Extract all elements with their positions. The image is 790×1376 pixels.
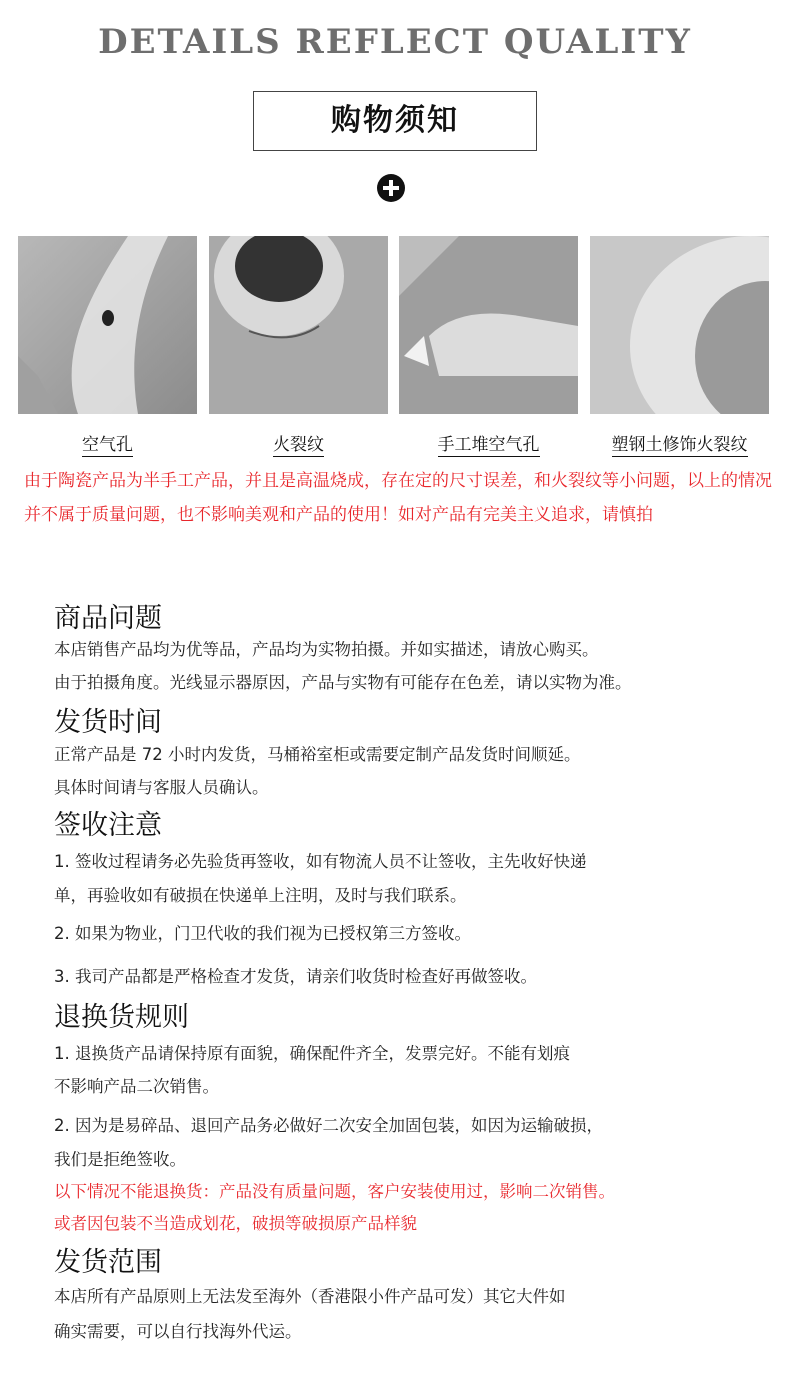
plus-icon <box>377 174 405 202</box>
photo-caption: 塑钢土修饰火裂纹 <box>611 435 748 455</box>
section-title-product: 商品问题 <box>54 603 162 634</box>
text-line: 单，再验收如有破损在快递单上注明，及时与我们联系。 <box>54 886 467 905</box>
photo-handmade-air-hole <box>399 236 578 414</box>
text-line: 具体时间请与客服人员确认。 <box>54 778 269 797</box>
text-line: 正常产品是 72 小时内发货，马桶裕室柜或需要定制产品发货时间顺延。 <box>54 745 581 764</box>
text-line: 确实需要，可以自行找海外代运。 <box>54 1322 302 1341</box>
section-title-returns: 退换货规则 <box>54 1002 189 1033</box>
text-line: 3. 我司产品都是严格检查才发货，请亲们收货时检查好再做签收。 <box>54 967 537 986</box>
text-line: 本店所有产品原则上无法发至海外（香港限小件产品可发）其它大件如 <box>54 1287 566 1306</box>
text-line-warning: 以下情况不能退换货：产品没有质量问题，客户安装使用过，影响二次销售。 <box>54 1182 615 1201</box>
text-line: 由于拍摄角度。光线显示器原因，产品与实物有可能存在色差，请以实物为准。 <box>54 673 632 692</box>
photo-fire-crack <box>209 236 388 414</box>
photo-caption: 空气孔 <box>82 435 133 455</box>
photo-caption: 火裂纹 <box>273 435 324 455</box>
section-title-shipping-range: 发货范围 <box>54 1247 162 1278</box>
text-line: 2. 如果为物业，门卫代收的我们视为已授权第三方签收。 <box>54 924 471 943</box>
section-title-receipt: 签收注意 <box>54 810 162 841</box>
photo-air-hole <box>18 236 197 414</box>
text-line: 2. 因为是易碎品、退回产品务必做好二次安全加固包装，如因为运输破损， <box>54 1116 603 1135</box>
text-line-warning: 或者因包装不当造成划花，破损等破损原产品样貌 <box>54 1214 417 1233</box>
text-line: 不影响产品二次销售。 <box>54 1077 219 1096</box>
photo-caption: 手工堆空气孔 <box>437 435 540 455</box>
text-line: 1. 签收过程请务必先验货再签收，如有物流人员不让签收，主先收好快递 <box>54 852 587 871</box>
text-line: 1. 退换货产品请保持原有面貌，确保配件齐全，发票完好。不能有划痕 <box>54 1044 570 1063</box>
text-line: 我们是拒绝签收。 <box>54 1150 186 1169</box>
headline: DETAILS REFLECT QUALITY <box>98 22 692 62</box>
section-title-shipping-time: 发货时间 <box>54 707 162 738</box>
warning-text: 由于陶瓷产品为半手工产品，并且是高温烧成，存在定的尺寸误差，和火裂纹等小问题，以上的情况并不属于质量问题，也不影响美观和产品的使用！如对产品有完美主义追求，请慎拍 <box>24 471 772 525</box>
notice-title-box: 购物须知 <box>253 91 537 151</box>
photo-repaired-fire-crack <box>590 236 769 414</box>
text-line: 本店销售产品均为优等品，产品均为实物拍摄。并如实描述，请放心购买。 <box>54 640 599 659</box>
